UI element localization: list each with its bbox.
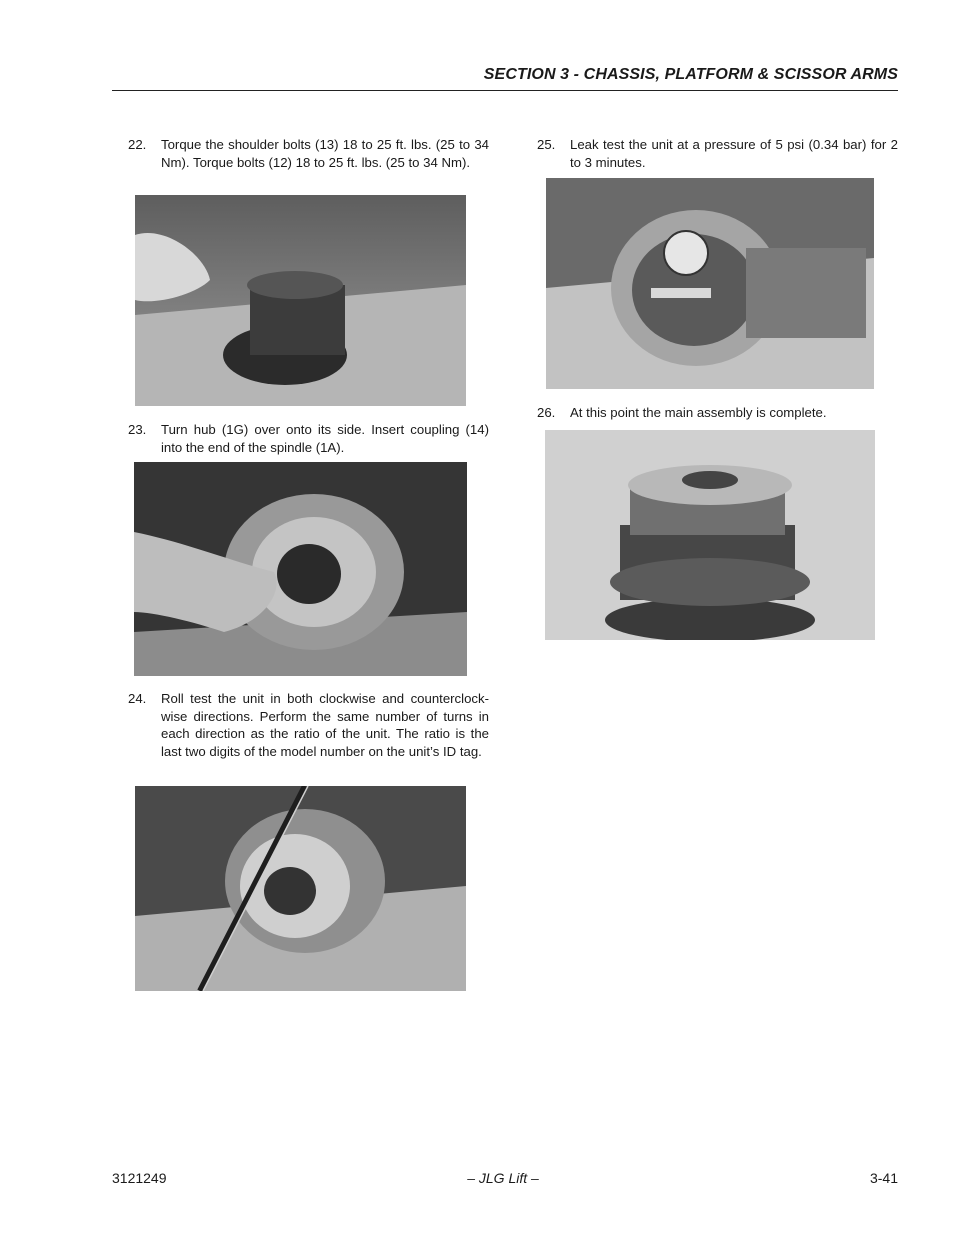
step-26 [537, 404, 898, 422]
step-22 [128, 136, 489, 190]
photo-leak-test [546, 178, 874, 389]
step-text: At this point the main assembly is complete. [570, 405, 827, 420]
photo-roll-test [135, 786, 466, 991]
step-text: Torque the shoulder bolts (13) 18 to 25 ft. lbs. (25 to 34 Nm). Torque bolts (12) 18 to 25 ft. lbs. (25 to 34 Nm). [161, 137, 489, 170]
step-number: 26. [537, 405, 556, 420]
step-number: 23. [128, 422, 147, 437]
photo-insert-coupling [134, 462, 467, 676]
step-number: 24. [128, 691, 147, 706]
section-title: SECTION 3 - CHASSIS, PLATFORM & SCISSOR ARMS [483, 66, 898, 83]
photo-torque-bolts [135, 195, 466, 406]
footer-brand: – JLG Lift – [467, 1170, 539, 1186]
footer-page-number: 3-41 [869, 1170, 898, 1186]
step-number: 25. [537, 137, 556, 152]
step-23 [128, 421, 489, 457]
step-number: 22. [128, 137, 147, 152]
page-header [112, 62, 898, 91]
step-25 [537, 136, 898, 172]
photo-assembly-complete [545, 430, 875, 640]
step-text: Roll test the unit in both clockwise and counterclock-wise directions. Perform the same number of turns in each direction as the ratio of the unit. The ratio is the last two digits of the model number on the unit’s ID tag. [161, 691, 489, 759]
step-text: Leak test the unit at a pressure of 5 psi (0.34 bar) for 2 to 3 minutes. [570, 137, 898, 170]
footer-doc-number: 3121249 [112, 1170, 167, 1186]
step-24 [128, 690, 489, 780]
step-text: Turn hub (1G) over onto its side. Insert coupling (14) into the end of the spindle (1A). [161, 422, 489, 455]
